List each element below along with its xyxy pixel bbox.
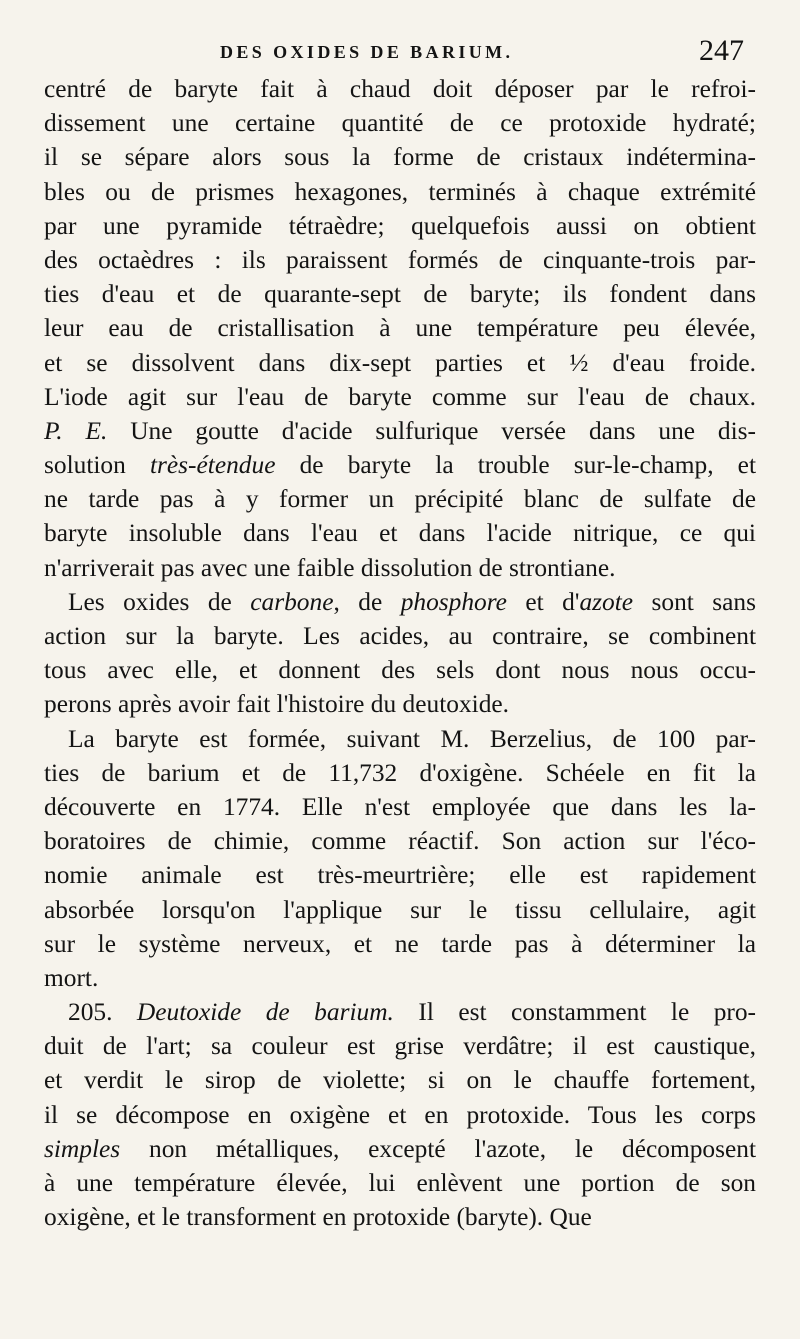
- text-line: [44, 653, 756, 687]
- text-run: L'iode agit sur l'eau de baryte comme sur l'eau de chaux.: [44, 382, 756, 411]
- text-line: [44, 687, 756, 721]
- text-run: à une température élevée, lui enlèvent une portion de son: [44, 1169, 756, 1197]
- italic-text: très-étendue: [149, 451, 276, 480]
- text-run: solution: [44, 451, 150, 480]
- text-line: [44, 1063, 756, 1097]
- text-run: par une pyramide tétraèdre; quelquefois aussi on obtient: [44, 211, 756, 240]
- text-line: [44, 893, 756, 927]
- text-line: [44, 209, 756, 243]
- text-line: [44, 1132, 756, 1166]
- text-run: dissement une certaine quantité de ce protoxide hydraté;: [44, 109, 756, 138]
- text-run: ties de barium et de 11,732 d'oxigène. Schéele en fit la: [44, 758, 756, 787]
- text-line: [44, 824, 756, 858]
- text-run: de baryte la trouble sur-le-champ, et: [275, 451, 756, 480]
- text-run: action sur la baryte. Les acides, au contraire, se combinent: [44, 622, 756, 650]
- text-line: [44, 346, 756, 380]
- text-line: [44, 619, 756, 653]
- running-head: DES OXIDES DE BARIUM.: [220, 42, 514, 62]
- paragraph: [44, 585, 756, 722]
- text-run: ties d'eau et de quarante-sept de baryte; ils fondent dans: [44, 280, 756, 309]
- text-line: [44, 516, 756, 550]
- italic-text: simples: [44, 1134, 121, 1163]
- text-run: et se dissolvent dans dix-sept parties et ½ d'eau froide.: [44, 348, 756, 377]
- text-line: [44, 927, 756, 961]
- text-run: tous avec elle, et donnent des sels dont nous nous occu-: [44, 656, 756, 685]
- text-line: [44, 1098, 756, 1132]
- text-line: [44, 1200, 756, 1234]
- text-line: [44, 414, 756, 448]
- text-line: [44, 482, 756, 516]
- italic-text: Deutoxide de barium.: [136, 998, 394, 1027]
- text-run: non métalliques, excepté l'azote, le décomposent: [120, 1134, 756, 1163]
- italic-text: P. E.: [44, 416, 108, 445]
- paragraph: [44, 722, 756, 996]
- paragraph: [44, 72, 756, 585]
- text-run: et verdit le sirop de violette; si on le chauffe fortement,: [44, 1066, 756, 1095]
- text-run: sont sans: [633, 587, 757, 616]
- text-run: des octaèdres : ils paraissent formés de cinquante-trois par-: [44, 245, 756, 274]
- text-line: [44, 961, 756, 995]
- text-run: centré de baryte fait à chaud doit déposer par le refroi-: [44, 75, 756, 103]
- text-run: La baryte est formée, suivant M. Berzelius, de 100 par-: [68, 724, 756, 753]
- text-run: absorbée lorsqu'on l'applique sur le tissu cellulaire, agit: [44, 895, 756, 924]
- text-line: [44, 585, 756, 619]
- text-run: leur eau de cristallisation à une température peu élevée,: [44, 314, 756, 343]
- text-run: il se décompose en oxigène et en protoxide. Tous les corps: [44, 1100, 756, 1129]
- italic-text: azote: [579, 587, 634, 616]
- text-line: [44, 551, 756, 585]
- text-run: nomie animale est très-meurtrière; elle est rapidement: [44, 861, 756, 890]
- italic-text: carbone: [250, 587, 334, 616]
- text-run: baryte insoluble dans l'eau et dans l'acide nitrique, ce qui: [44, 519, 756, 548]
- text-run: ne tarde pas à y former un précipité blanc de sulfate de: [44, 485, 756, 514]
- text-run: découverte en 1774. Elle n'est employée que dans les la-: [44, 792, 756, 821]
- text-run: , de: [333, 587, 401, 616]
- text-line: [44, 722, 756, 756]
- text-line: [44, 790, 756, 824]
- text-run: duit de l'art; sa couleur est grise verdâtre; il est caustique,: [44, 1032, 756, 1061]
- text-run: sur le système nerveux, et ne tarde pas à déterminer la: [44, 929, 756, 958]
- text-line: [44, 858, 756, 892]
- text-line: [44, 995, 756, 1029]
- page-number: 247: [699, 34, 744, 67]
- text-line: [44, 106, 756, 140]
- text-line: [44, 448, 756, 482]
- text-run: oxigène, et le transforment en protoxide (baryte). Que: [44, 1203, 592, 1232]
- text-run: Les oxides de: [68, 587, 251, 616]
- text-run: il se sépare alors sous la forme de cristaux indétermina-: [44, 143, 756, 172]
- text-run: 205.: [68, 998, 137, 1027]
- paragraph: [44, 995, 756, 1234]
- text-line: [44, 756, 756, 790]
- text-run: boratoires de chimie, comme réactif. Son action sur l'éco-: [44, 827, 756, 856]
- italic-text: phosphore: [400, 587, 507, 616]
- text-run: n'arriverait pas avec une faible dissolution de strontiane.: [44, 553, 616, 582]
- text-line: [44, 311, 756, 345]
- text-line: [44, 1029, 756, 1063]
- page-header: [46, 34, 746, 74]
- text-run: bles ou de prismes hexagones, terminés à chaque extrémité: [44, 177, 756, 206]
- text-line: [44, 140, 756, 174]
- text-run: mort.: [44, 963, 99, 992]
- text-run: Une goutte d'acide sulfurique versée dans une dis-: [107, 416, 756, 445]
- text-run: et d': [506, 587, 580, 616]
- text-run: perons après avoir fait l'histoire du deutoxide.: [44, 690, 510, 719]
- body-text: [44, 72, 756, 1234]
- text-run: Il est constamment le pro-: [393, 998, 756, 1027]
- text-line: [44, 277, 756, 311]
- text-line: [44, 72, 756, 106]
- text-line: [44, 380, 756, 414]
- text-line: [44, 1166, 756, 1200]
- text-line: [44, 175, 756, 209]
- text-line: [44, 243, 756, 277]
